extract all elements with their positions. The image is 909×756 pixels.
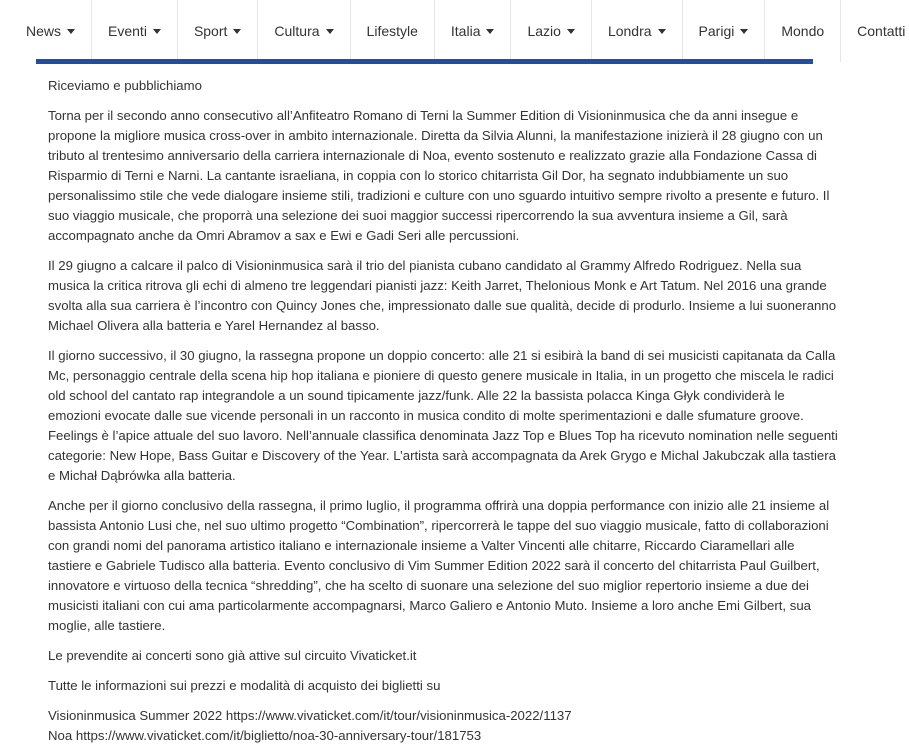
ticket-links — [48, 706, 838, 746]
nav-item-sport[interactable] — [178, 0, 258, 62]
nav-item-lazio[interactable] — [511, 0, 591, 62]
caret-down-icon — [567, 29, 575, 34]
header-accent-bar — [36, 59, 813, 64]
article-paragraph: Tutte le informazioni sui prezzi e modalità di acquisto dei biglietti su — [48, 678, 441, 693]
article-body — [48, 76, 838, 756]
article-paragraph: Le prevendite ai concerti sono già attive sul circuito Vivaticket.it — [48, 648, 417, 663]
top-navigation — [0, 0, 906, 62]
nav-label: Contatti — [857, 23, 906, 39]
nav-item-lifestyle[interactable] — [351, 0, 435, 62]
nav-label: Sport — [193, 23, 228, 39]
article-intro: Riceviamo e pubblichiamo — [48, 78, 202, 93]
nav-label: Lazio — [527, 23, 561, 39]
caret-down-icon — [153, 29, 161, 34]
nav-label: News — [26, 23, 62, 39]
article-paragraph: Il 29 giugno a calcare il palco di Visioninmusica sarà il trio del pianista cubano candidato al Grammy Alfredo Rodriguez. Nella sua musica la critica ritrova gli echi di almeno tre leggendari pianisti jazz: Keith Jarret, Thelonious Monk e Art Tatum. Nel 2016 una grande svolta alla sua carriera è l’incontro con Quincy Jones che, impressionato dalle sue qualità, decide di produrlo. Insieme a lui suoneranno Michael Olivera alla batteria e Yarel Hernandez al basso. — [48, 258, 837, 333]
article-paragraph: Torna per il secondo anno consecutivo all’Anfiteatro Romano di Terni la Summer Edition di Visioninmusica che da anni insegue e propone la migliore musica cross-over in ambito internazionale. Diretta da Silvia Alunni, la manifestazione inizierà il 28 giugno con un tributo al trentesimo anniversario della carriera internazionale di Noa, evento sostenuto e realizzato grazie alla Fondazione Cassa di Risparmio di Terni e Narni. La cantante israeliana, in coppia con lo storico chitarrista Gil Dor, ha segnato indubbiamente un suo personalissimo stile che vede dialogare insieme stili, tradizioni e culture con uno sguardo intuitivo sempre rivolto a presente e futuro. Il suo viaggio musicale, che proporrà una selezione dei suoi maggior successi ripercorrendo la sua avventura insieme a Gil, sarà accompagnato anche da Omri Abramov a sax e Ewi e Gadi Seri alle percussioni. — [48, 108, 830, 243]
caret-down-icon — [658, 29, 666, 34]
nav-label: Lifestyle — [366, 23, 418, 39]
nav-item-parigi[interactable] — [683, 0, 766, 62]
caret-down-icon — [67, 29, 75, 34]
ticket-link-noa[interactable]: Noa https://www.vivaticket.com/it/biglietto/noa-30-anniversary-tour/181753 — [48, 728, 482, 743]
caret-down-icon — [740, 29, 748, 34]
nav-label: Mondo — [781, 23, 825, 39]
article-paragraph: Anche per il giorno conclusivo della rassegna, il primo luglio, il programma offrirà una doppia performance con inizio alle 21 insieme al bassista Antonio Lusi che, nel suo ultimo progetto “Combination”, ripercorrerà le tappe del suo viaggio musicale, fatto di collaborazioni con grandi nomi del panorama artistico italiano e internazionale insieme a Valter Vincenti alle chitarre, Riccardo Ciaramellari alle tastiere e Gabriele Tudisco alla batteria. Evento conclusivo di Vim Summer Edition 2022 sarà il concerto del chitarrista Paul Guilbert, innovatore e virtuoso della tecnica “shredding”, che ha scelto di suonare una selezione del suo miglior repertorio insieme a due dei musicisti italiani con cui ama particolarmente accompagnarsi, Marco Galiero e Antonio Muto. Insieme a loro anche Emi Gilbert, sua moglie, alle tastiere. — [48, 498, 830, 633]
nav-label: Eventi — [108, 23, 147, 39]
article-paragraph: Il giorno successivo, il 30 giugno, la rassegna propone un doppio concerto: alle 21 si esibirà la band di sei musicisti capitanata da Calla Mc, personaggio centrale della scena hip hop italiana e pioniere di questo genere musicale in Italia, in un progetto che miscela le radici old school del cantato rap integrandole a un sound tipicamente jazz/funk. Alle 22 la bassista polacca Kinga Głyk condividerà le emozioni evocate dalle sue vicende personali in un racconto in musica condito di molte sperimentazioni e dalle sfumature groove. Feelings è l’apice attuale del suo lavoro. Nell’annuale classifica denominata Jazz Top e Blues Top ha ricevuto nomination nelle seguenti categorie: New Hope, Bass Guitar e Discovery of the Year. L’artista sarà accompagnata da Arek Grygo e Michal Jakubczak alla tastiera e Michał Dąbrówka alla batteria. — [48, 348, 838, 483]
nav-label: Londra — [607, 23, 652, 39]
nav-item-news[interactable] — [0, 0, 92, 62]
nav-label: Cultura — [274, 23, 320, 39]
nav-item-italia[interactable] — [435, 0, 512, 62]
nav-item-eventi[interactable] — [92, 0, 178, 62]
ticket-link-visioninmusica[interactable]: Visioninmusica Summer 2022 https://www.vivaticket.com/it/tour/visioninmusica-2022/1137 — [48, 708, 572, 723]
caret-down-icon — [326, 29, 334, 34]
caret-down-icon — [486, 29, 494, 34]
nav-label: Parigi — [698, 23, 735, 39]
nav-item-mondo[interactable] — [765, 0, 841, 62]
nav-item-londra[interactable] — [592, 0, 683, 62]
caret-down-icon — [233, 29, 241, 34]
nav-item-contatti[interactable] — [841, 0, 909, 62]
nav-label: Italia — [450, 23, 481, 39]
nav-item-cultura[interactable] — [258, 0, 350, 62]
